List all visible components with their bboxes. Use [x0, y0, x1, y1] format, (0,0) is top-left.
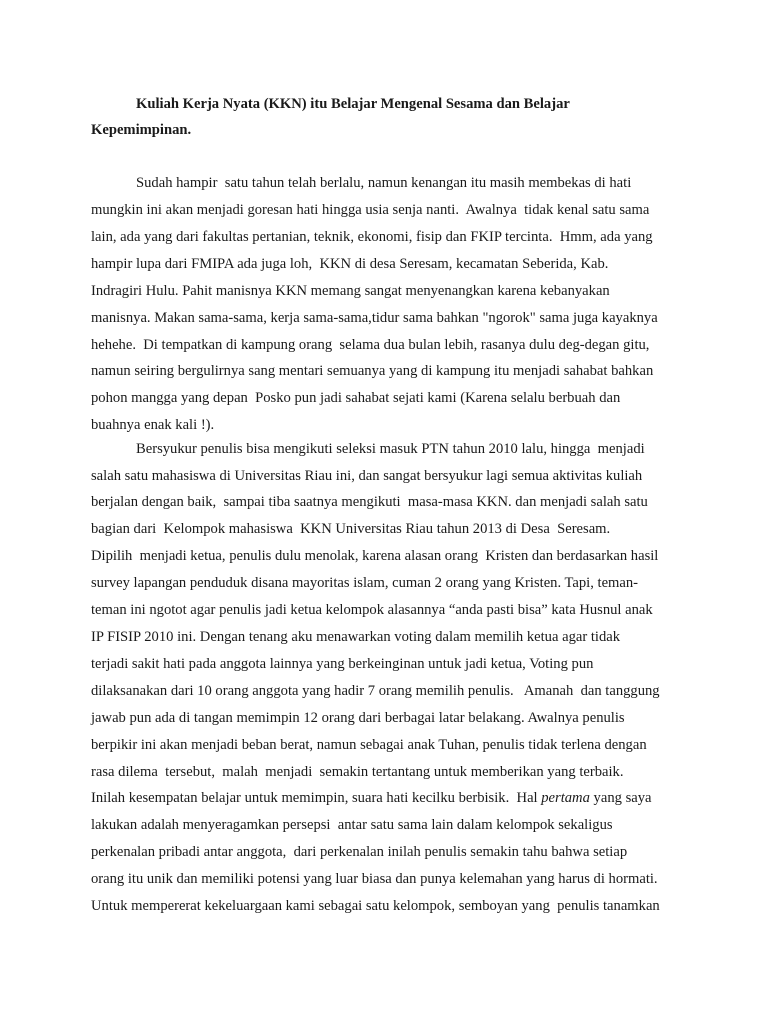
paragraph-2-line: rasa dilema tersebut, malah menjadi semakin tertantang untuk memberikan yang terbaik.	[91, 764, 624, 780]
document-title-line-1: Kuliah Kerja Nyata (KKN) itu Belajar Mengenal Sesama dan Belajar	[136, 96, 570, 112]
paragraph-2-line: teman ini ngotot agar penulis jadi ketua kelompok alasannya “anda pasti bisa” kata Husnul anak	[91, 602, 653, 618]
paragraph-1-line: buahnya enak kali !).	[91, 417, 215, 433]
paragraph-1-line: mungkin ini akan menjadi goresan hati hingga usia senja nanti. Awalnya tidak kenal satu sama	[91, 202, 650, 218]
paragraph-2-line: Bersyukur penulis bisa mengikuti seleksi masuk PTN tahun 2010 lalu, hingga menjadi	[136, 441, 645, 457]
paragraph-2-line: bagian dari Kelompok mahasiswa KKN Universitas Riau tahun 2013 di Desa Seresam.	[91, 521, 611, 537]
paragraph-2-line: dilaksanakan dari 10 orang anggota yang hadir 7 orang memilih penulis. Amanah dan tanggung	[91, 683, 660, 699]
paragraph-1-line: manisnya. Makan sama-sama, kerja sama-sama,tidur sama bahkan "ngorok" sama juga kayaknya	[91, 310, 658, 326]
paragraph-2-line: Untuk mempererat kekeluargaan kami sebagai satu kelompok, semboyan yang penulis tanamkan	[91, 898, 660, 914]
paragraph-2-text: yang saya	[589, 790, 652, 806]
paragraph-2-line-with-italic	[91, 789, 652, 807]
paragraph-2-line: IP FISIP 2010 ini. Dengan tenang aku menawarkan voting dalam memilih ketua agar tidak	[91, 629, 621, 645]
paragraph-2-line: jawab pun ada di tangan memimpin 12 orang dari berbagai latar belakang. Awalnya penulis	[91, 710, 625, 726]
paragraph-1-line: pohon mangga yang depan Posko pun jadi sahabat sejati kami (Karena selalu berbuah dan	[91, 390, 621, 406]
paragraph-1-line: Sudah hampir satu tahun telah berlalu, namun kenangan itu masih membekas di hati	[136, 175, 632, 191]
paragraph-2-text: Inilah kesempatan belajar untuk memimpin, suara hati kecilku berbisik. Hal	[91, 790, 542, 806]
paragraph-1-line: Indragiri Hulu. Pahit manisnya KKN memang sangat menyenangkan karena kebanyakan	[91, 283, 610, 299]
paragraph-2-line: lakukan adalah menyeragamkan persepsi antar satu sama lain dalam kelompok sekaligus	[91, 817, 613, 833]
italic-emphasis: pertama	[541, 790, 590, 806]
paragraph-2-line: Dipilih menjadi ketua, penulis dulu menolak, karena alasan orang Kristen dan berdasarkan hasil	[91, 548, 659, 564]
paragraph-2-line: terjadi sakit hati pada anggota lainnya yang berkeinginan untuk jadi ketua, Voting pun	[91, 656, 594, 672]
paragraph-2-line: perkenalan pribadi antar anggota, dari perkenalan inilah penulis semakin tahu bahwa setiap	[91, 844, 628, 860]
paragraph-1-line: hehehe. Di tempatkan di kampung orang selama dua bulan lebih, rasanya dulu deg-degan gitu,	[91, 337, 650, 353]
paragraph-2-line: berjalan dengan baik, sampai tiba saatnya mengikuti masa-masa KKN. dan menjadi salah satu	[91, 494, 648, 510]
paragraph-2-line: berpikir ini akan menjadi beban berat, namun sebagai anak Tuhan, penulis tidak terlena dengan	[91, 737, 647, 753]
paragraph-1-line: namun seiring bergulirnya sang mentari semuanya yang di kampung itu menjadi sahabat bahkan	[91, 363, 654, 379]
paragraph-1-line: hampir lupa dari FMIPA ada juga loh, KKN di desa Seresam, kecamatan Seberida, Kab.	[91, 256, 609, 272]
paragraph-2-line: salah satu mahasiswa di Universitas Riau ini, dan sangat bersyukur lagi semua aktivitas kuliah	[91, 468, 643, 484]
paragraph-2-line: orang itu unik dan memiliki potensi yang luar biasa dan punya kelemahan yang harus di hormati.	[91, 871, 658, 887]
document-title-line-2: Kepemimpinan.	[91, 122, 192, 138]
paragraph-2-line: survey lapangan penduduk disana mayoritas islam, cuman 2 orang yang Kristen. Tapi, teman-	[91, 575, 639, 591]
paragraph-1-line: lain, ada yang dari fakultas pertanian, teknik, ekonomi, fisip dan FKIP tercinta. Hmm, ada yang	[91, 229, 653, 245]
